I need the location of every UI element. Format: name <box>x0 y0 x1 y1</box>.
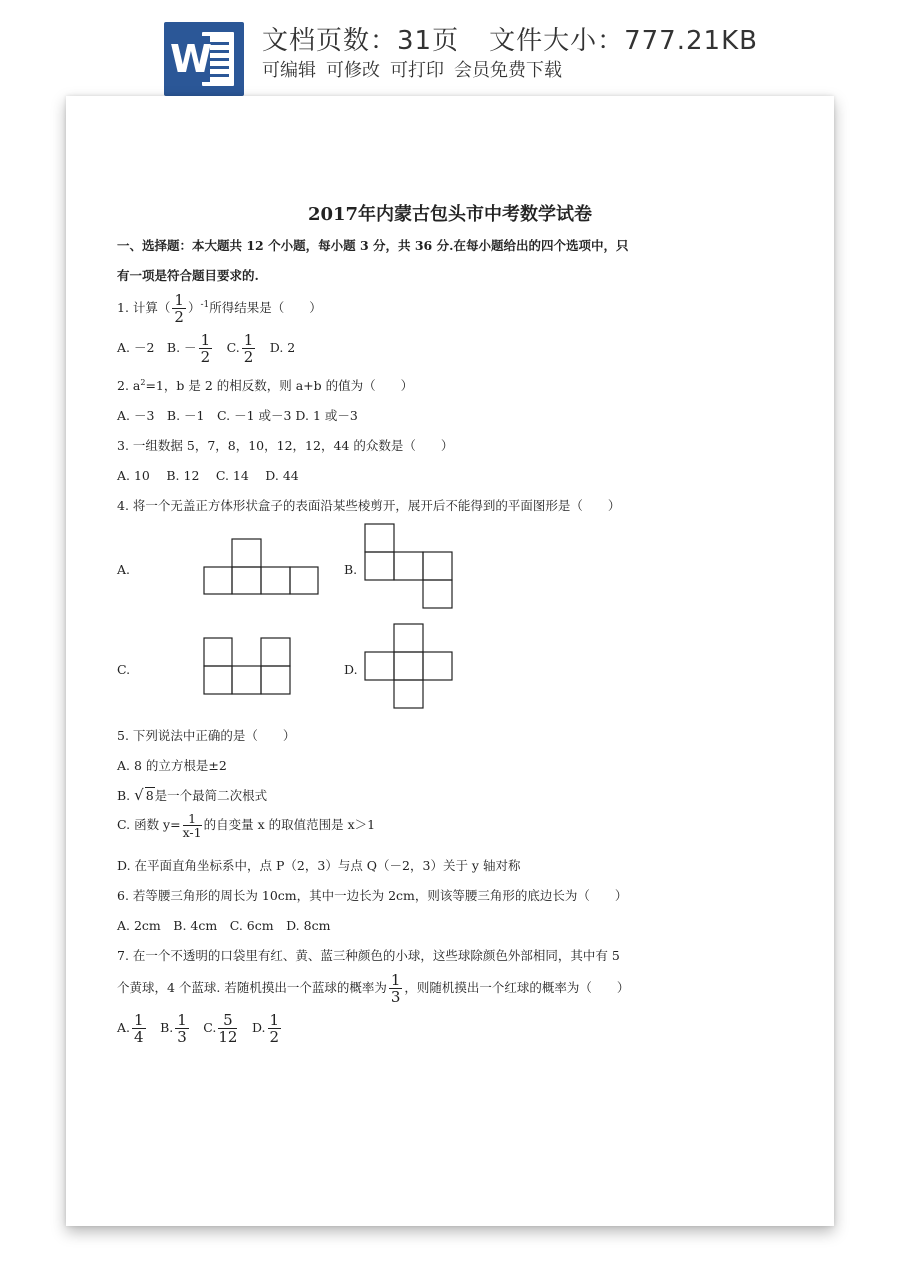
question-3: 3. 一组数据 5，7，8，10，12，12，44 的众数是（ ） <box>117 438 454 453</box>
q1-fraction: $\frac{1}{2}$ <box>174 291 184 326</box>
question-2: 2. $a^2=1$，b 是 2 的相反数，则 a+b 的值为（ ） <box>117 377 414 393</box>
radicand: 8 <box>145 788 154 803</box>
question-5-option-c: C. 函数 y= $\frac{1}{x-1}$ 的自变量 x 的取值范围是 x＞1 <box>117 811 376 840</box>
file-size: 文件大小：777.21KB <box>489 26 758 56</box>
q7-fraction: $\frac{1}{3}$ <box>390 971 401 1006</box>
question-7-line1: 7. 在一个不透明的口袋里有红、黄、蓝三种颜色的小球，这些球除颜色外部相同，其中有 5 <box>117 948 620 963</box>
question-3-options: A. 10 B. 12 C. 14 D. 44 <box>117 468 299 483</box>
q4-label-c: C. <box>117 662 131 677</box>
section-heading-line2: 有一项是符合题目要求的. <box>117 268 259 283</box>
q7-option-d-fraction: $\frac{1}{2}$ <box>269 1011 280 1046</box>
question-5-option-d: D. 在平面直角坐标系中，点 P（2，3）与点 Q（－2，3）关于 y 轴对称 <box>117 858 521 873</box>
cube-net-a <box>204 539 318 594</box>
feature-printable: 可打印 <box>390 60 444 81</box>
question-5-option-a: A. 8 的立方根是±2 <box>117 758 227 773</box>
page-count: 文档页数：31页 <box>262 26 460 56</box>
question-5-option-b: B. √ 8是一个最简二次根式 <box>117 786 268 804</box>
feature-editable: 可编辑 <box>262 60 316 81</box>
feature-member-download: 会员免费下载 <box>454 60 562 81</box>
sqrt-sign: √ <box>134 786 144 804</box>
question-5: 5. 下列说法中正确的是（ ） <box>117 728 296 743</box>
q7-option-a-fraction: $\frac{1}{4}$ <box>134 1011 144 1046</box>
q1-option-b-fraction: $\frac{1}{2}$ <box>200 331 211 366</box>
question-7-line2: 个黄球，4 个蓝球. 若随机摸出一个蓝球的概率为 $\frac{1}{3}$ ，则随机摸出一个红球的概率为（ ） <box>117 971 630 1006</box>
q7-option-b-fraction: $\frac{1}{3}$ <box>177 1011 187 1046</box>
section-heading-line1: 一、选择题：本大题共 12 个小题，每小题 3 分，共 36 分.在每小题给出的四个选项中，只 <box>117 238 629 253</box>
question-1: 1. 计算（ $\frac{1}{2}$ ）$^{-1}$所得结果是（ ） <box>117 291 322 326</box>
question-1-options: A. －2 B. － $\frac{1}{2}$ C. $\frac{1}{2}$ D. 2 <box>117 331 296 366</box>
q7-option-c-fraction: $\frac{5}{12}$ <box>218 1011 238 1046</box>
word-letter: W <box>170 37 212 81</box>
question-4: 4. 将一个无盖正方体形状盒子的表面沿某些棱剪开，展开后不能得到的平面图形是（ ） <box>117 498 621 513</box>
question-2-options: A. －3 B. －1 C. －1 或－3 D. 1 或－3 <box>117 408 358 423</box>
q4-label-d: D. <box>344 662 358 677</box>
q4-label-a: A. <box>117 562 131 577</box>
question-6: 6. 若等腰三角形的周长为 10cm，其中一边长为 2cm，则该等腰三角形的底边长为（ ） <box>117 888 628 903</box>
q4-label-b: B. <box>344 562 358 577</box>
cube-net-d <box>365 624 452 708</box>
question-7-options: A. $\frac{1}{4}$ B. $\frac{1}{3}$ C. $\frac{5}{12}$ D. $\frac{1}{2}$ <box>117 1011 280 1046</box>
question-6-options: A. 2cm B. 4cm C. 6cm D. 8cm <box>117 918 331 933</box>
document-title: 2017年内蒙古包头市中考数学试卷 <box>307 204 593 225</box>
cube-net-c <box>204 638 290 694</box>
q1-option-c-fraction: $\frac{1}{2}$ <box>243 331 254 366</box>
cube-net-b <box>365 524 452 608</box>
q5c-fraction: $\frac{1}{x-1}$ <box>182 811 202 840</box>
feature-modifiable: 可修改 <box>326 60 380 81</box>
